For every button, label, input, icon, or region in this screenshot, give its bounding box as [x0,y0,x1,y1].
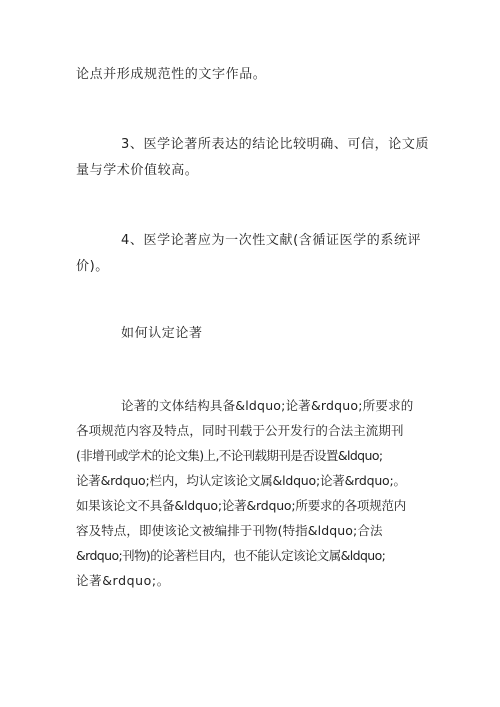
paragraph-4-line-3: (非增刊或学术的论文集)上,不论刊载期刊是否设置&ldquo; [76,448,383,463]
paragraph-4-line-6: 容及特点，即使该论文被编排于刊物(特指&ldquo;合法 [76,523,383,538]
paragraph-2-line-2: 量与学术价值较高。 [76,163,199,178]
paragraph-4-line-5: 如果该论文不具备&ldquo;论著&rdquo;所要求的各项规范内 [76,498,407,513]
section-heading: 如何认定论著 [121,326,203,341]
paragraph-3-line-1: 4、医学论著应为一次性文献(含循证医学的系统评 [121,233,422,248]
paragraph-1-line-1: 论点并形成规范性的文字作品。 [76,67,267,82]
paragraph-4-line-7: &rdquo;刊物)的论著栏目内，也不能认定该论文属&ldquo; [76,548,386,563]
paragraph-4-line-4: 论著&rdquo;栏内，均认定该论文属&ldquo;论著&rdquo;。 [76,473,406,488]
paragraph-4-line-1: 论著的文体结构具备&ldquo;论著&rdquo;所要求的 [121,398,414,413]
paragraph-4-line-2: 各项规范内容及特点，同时刊载于公开发行的合法主流期刊 [76,423,404,438]
paragraph-3-line-2: 价)。 [76,259,109,274]
paragraph-4-line-8: 论著&rdquo;。 [76,573,170,588]
paragraph-2-line-1: 3、医学论著所表达的结论比较明确、可信，论文质 [121,137,430,152]
